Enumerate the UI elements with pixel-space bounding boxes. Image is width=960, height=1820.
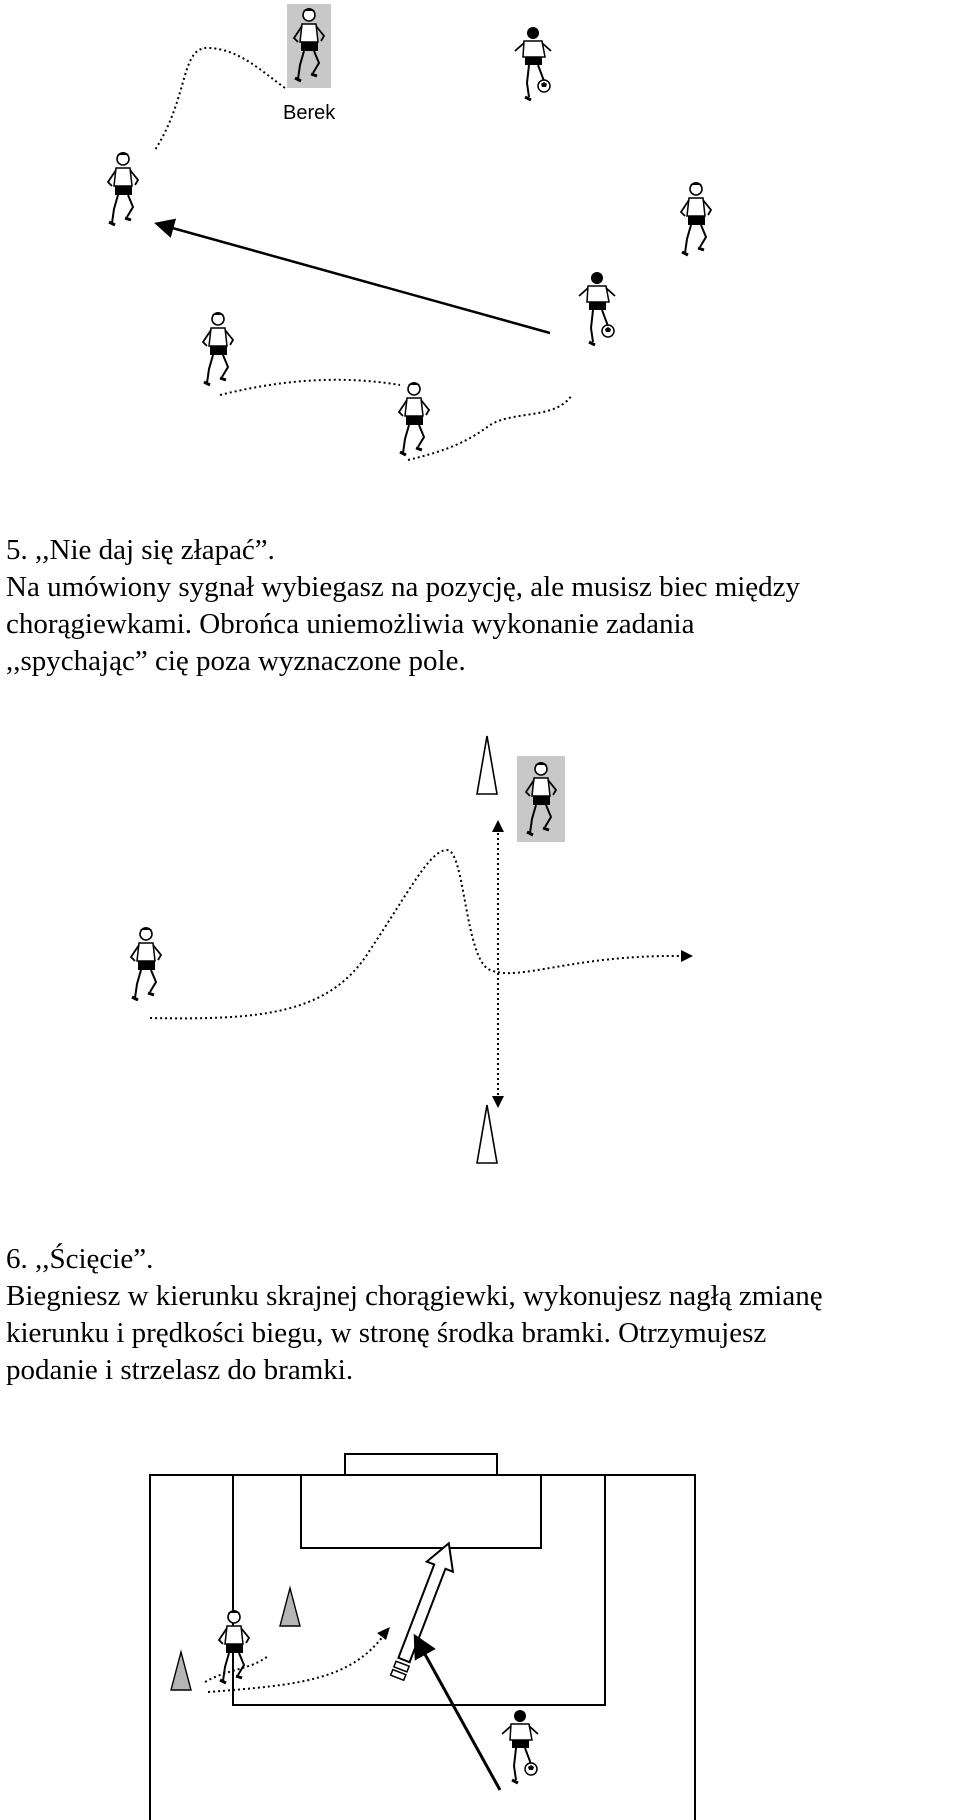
- runner-center: [399, 382, 429, 455]
- cone-top: [477, 736, 497, 794]
- dotted-path-top: [155, 48, 285, 150]
- exercise-6-line: Biegniesz w kierunku skrajnej chorągiewki, wykonujesz nagłą zmianę: [6, 1280, 823, 1312]
- exercise-6-line: kierunku i prędkości biegu, w stronę środka bramki. Otrzymujesz: [6, 1317, 767, 1349]
- exercise-5-line: chorągiewkami. Obrońca uniemożliwia wykonanie zadania: [6, 608, 695, 640]
- exercise-5-line: ,,spychając” cię poza wyznaczone pole.: [6, 645, 466, 677]
- player-with-ball-passer: [502, 1710, 538, 1783]
- exercise-6-heading: 6. ,,Ścięcie”.: [6, 1243, 154, 1275]
- runner-middle-left: [203, 312, 233, 385]
- arrowhead-up: [492, 820, 504, 832]
- runner-right: [681, 182, 711, 255]
- exercise-5-text: [6, 532, 800, 680]
- attacker-dotted-path: [150, 850, 680, 1018]
- goal-area: [301, 1475, 541, 1548]
- runner-top-left: [108, 152, 138, 225]
- defender-highlighted-runner: [517, 756, 565, 842]
- diagram-dont-get-caught: [0, 720, 960, 1180]
- diagram-cut-and-shoot: [0, 1420, 960, 1820]
- exercise-6-line: podanie i strzelasz do bramki.: [6, 1354, 354, 1386]
- player-with-ball-top-right: [515, 27, 551, 100]
- cone-bottom: [477, 1105, 497, 1163]
- exercise-5-line: Na umówiony sygnał wybiegasz na pozycję, ale musisz biec między: [6, 571, 801, 603]
- dotted-path-middle: [220, 380, 400, 395]
- exercise-5-heading: 5. ,,Nie daj się złapać”.: [6, 534, 275, 566]
- cone-outer: [171, 1652, 191, 1690]
- player-with-ball-middle: [579, 272, 615, 345]
- runner-left: [131, 927, 161, 1000]
- pass-arrow: [416, 1638, 500, 1790]
- dotted-path-lower: [408, 395, 572, 460]
- arrowhead-down: [492, 1096, 504, 1108]
- cone-inner: [280, 1588, 300, 1626]
- shot-arrow: [384, 1538, 462, 1682]
- run-dotted-path-2: [205, 1656, 268, 1682]
- defender-highlighted-runner: [287, 4, 331, 88]
- arrowhead-run: [377, 1627, 390, 1640]
- goal: [345, 1454, 497, 1475]
- exercise-6-text: [6, 1241, 823, 1389]
- diagram-tag-game: [0, 0, 960, 480]
- arrowhead-right: [681, 950, 693, 962]
- tag-label: Berek: [283, 102, 336, 124]
